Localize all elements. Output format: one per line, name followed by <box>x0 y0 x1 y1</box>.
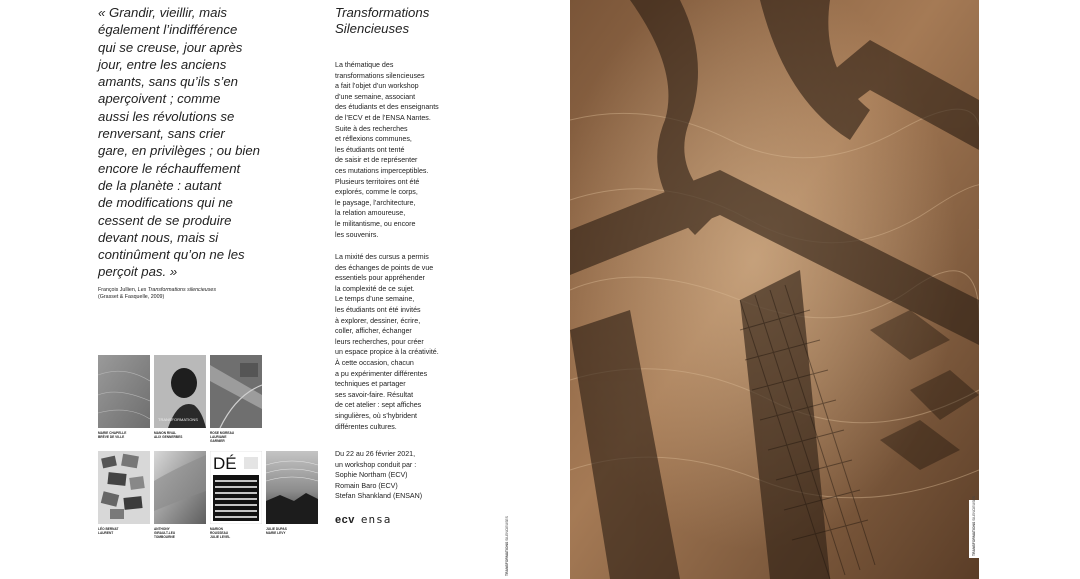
poster-thumbnail <box>210 355 262 428</box>
paragraph-line: de saisir et de représenter <box>335 156 418 165</box>
poster-caption: MARION ROUSSEAU JULIE LEVEL <box>210 527 231 539</box>
quote-line: renversant, sans crier <box>98 126 225 142</box>
paragraph-line: Romain Baro (ECV) <box>335 481 398 490</box>
citation-publisher: (Grasset & Fasquelle, 2009) <box>98 294 165 300</box>
paragraph-line: un workshop conduit par : <box>335 460 417 469</box>
paragraph-line: essentiels pour appréhender <box>335 274 425 283</box>
paragraph-line: de l’ECV et de l’ENSA Nantes. <box>335 113 431 122</box>
paragraph-line: Sophie Northam (ECV) <box>335 471 408 480</box>
poster-headline: DÉ <box>213 454 237 473</box>
pull-quote <box>98 4 273 281</box>
poster-caption: LÉO BERNAT LAURENT <box>98 527 119 535</box>
paragraph-line: techniques et partager <box>335 380 406 389</box>
title-line-1: Transformations <box>335 5 430 20</box>
paragraph-line: transformations silencieuses <box>335 71 425 80</box>
paragraph-line: a fait l’objet d’un workshop <box>335 82 419 91</box>
paragraph-line: de cet atelier : sept affiches <box>335 401 422 410</box>
photo-image <box>570 0 979 579</box>
poster-caption: ANTHONY GIRAULT-LEU TOMBOURNE <box>154 527 176 539</box>
paragraph-line: des étudiants et des enseignants <box>335 103 439 112</box>
citation-title: Les Transformations silencieuses <box>137 287 216 293</box>
ensa-logo: ensa <box>360 513 392 526</box>
quote-line: jour, entre les anciens <box>98 56 227 72</box>
poster-image-landscape <box>266 451 318 524</box>
poster-caption: MANON RIVAL ALIX GENNERBES <box>154 431 183 439</box>
paragraph-line: singulières, où s’hybrident <box>335 411 418 420</box>
poster-thumbnail <box>98 451 150 524</box>
paragraph-line: Suite à des recherches <box>335 124 408 133</box>
paragraph-line: le paysage, l’architecture, <box>335 198 416 207</box>
section-title <box>335 5 429 36</box>
poster-thumbnail <box>210 451 262 524</box>
credits-paragraph <box>335 449 465 502</box>
paragraph-line: Stefan Shankland (ENSAN) <box>335 492 423 501</box>
paragraph-line: explorés, comme le corps, <box>335 188 418 197</box>
quote-line: devant nous, mais si <box>98 229 219 245</box>
quote-line: encore le réchauffement <box>98 160 241 176</box>
quote-line: gare, en privilèges ; ou bien <box>98 143 261 159</box>
paragraph-line: À cette occasion, chacun <box>335 358 414 367</box>
poster-image-collage <box>98 451 150 524</box>
quote-line: aperçoivent ; comme <box>98 91 221 107</box>
quote-line: de la planète : autant <box>98 177 222 193</box>
paragraph-line: Plusieurs territoires ont été <box>335 177 420 186</box>
paragraph-line: les souvenirs. <box>335 230 379 239</box>
paragraph-line: coller, afficher, échanger <box>335 327 412 336</box>
partner-logos <box>335 513 391 526</box>
paragraph-line: La thématique des <box>335 61 394 69</box>
poster-thumbnail <box>154 355 206 428</box>
paragraph-line: Du 22 au 26 février 2021, <box>335 450 416 458</box>
process-paragraph <box>335 252 465 432</box>
quote-line: aussi les révolutions se <box>98 108 235 124</box>
quote-line: perçoit pas. » <box>98 264 178 280</box>
poster-image-typographic <box>210 451 262 524</box>
poster-image-grey-texture <box>98 355 150 428</box>
ecv-logo: ecv <box>335 513 355 526</box>
quote-citation <box>98 287 278 301</box>
poster-text: TRANSFORMATIONS <box>158 417 198 422</box>
spine-label-right: TRANSFORMATIONS SILENCIEUSES <box>972 496 976 556</box>
paragraph-line: à explorer, dessiner, écrire, <box>335 316 421 325</box>
paragraph-line: la complexité de ce sujet. <box>335 284 415 293</box>
poster-image-dune <box>154 451 206 524</box>
paragraph-line: ses savoir-faire. Résultat <box>335 390 414 399</box>
paragraph-line: la relation amoureuse, <box>335 209 406 218</box>
paragraph-line: et réflexions communes, <box>335 135 412 144</box>
poster-thumbnail <box>98 355 150 428</box>
paragraph-line: La mixité des cursus a permis <box>335 253 429 261</box>
quote-line: « Grandir, vieillir, mais <box>98 5 227 20</box>
poster-image-portrait <box>154 355 206 428</box>
quote-line: également l’indifférence <box>98 22 238 38</box>
quote-line: de modifications qui ne <box>98 195 233 211</box>
paragraph-line: leurs recherches, pour créer <box>335 337 424 346</box>
paragraph-line: a pu expérimenter différentes <box>335 369 428 378</box>
double-exposure-photo <box>570 0 979 579</box>
quote-line: qui se creuse, jour après <box>98 39 243 55</box>
quote-line: cessent de se produire <box>98 212 232 228</box>
paragraph-line: différentes cultures. <box>335 422 397 431</box>
poster-caption: ROSE MOREAU LAURIANE GARNIER <box>210 431 235 443</box>
poster-thumbnail <box>154 451 206 524</box>
paragraph-line: un espace propice à la créativité. <box>335 348 439 357</box>
poster-caption: MARIE CHAPELLE BRÈVE DE VILLE <box>98 431 127 439</box>
citation-author: François Jullien, <box>98 287 137 293</box>
paragraph-line: Le temps d’une semaine, <box>335 295 415 304</box>
paragraph-line: ces mutations imperceptibles. <box>335 166 429 175</box>
quote-line: amants, sans qu’ils s’en <box>98 74 239 90</box>
spine-label-left: TRANSFORMATIONS SILENCIEUSES <box>505 516 509 576</box>
paragraph-line: d’une semaine, associant <box>335 92 416 101</box>
intro-paragraph <box>335 60 465 240</box>
poster-caption: JULIE DUPAS MARIE LEVY <box>266 527 287 535</box>
poster-image-aerial <box>210 355 262 428</box>
quote-line: continûment qu’on ne les <box>98 247 245 263</box>
title-line-2: Silencieuses <box>335 20 410 36</box>
paragraph-line: les étudiants ont été invités <box>335 305 421 314</box>
poster-thumbnail <box>266 451 318 524</box>
paragraph-line: le militantisme, ou encore <box>335 219 416 228</box>
paragraph-line: les étudiants ont tenté <box>335 145 405 154</box>
paragraph-line: des échanges de points de vue <box>335 263 434 272</box>
